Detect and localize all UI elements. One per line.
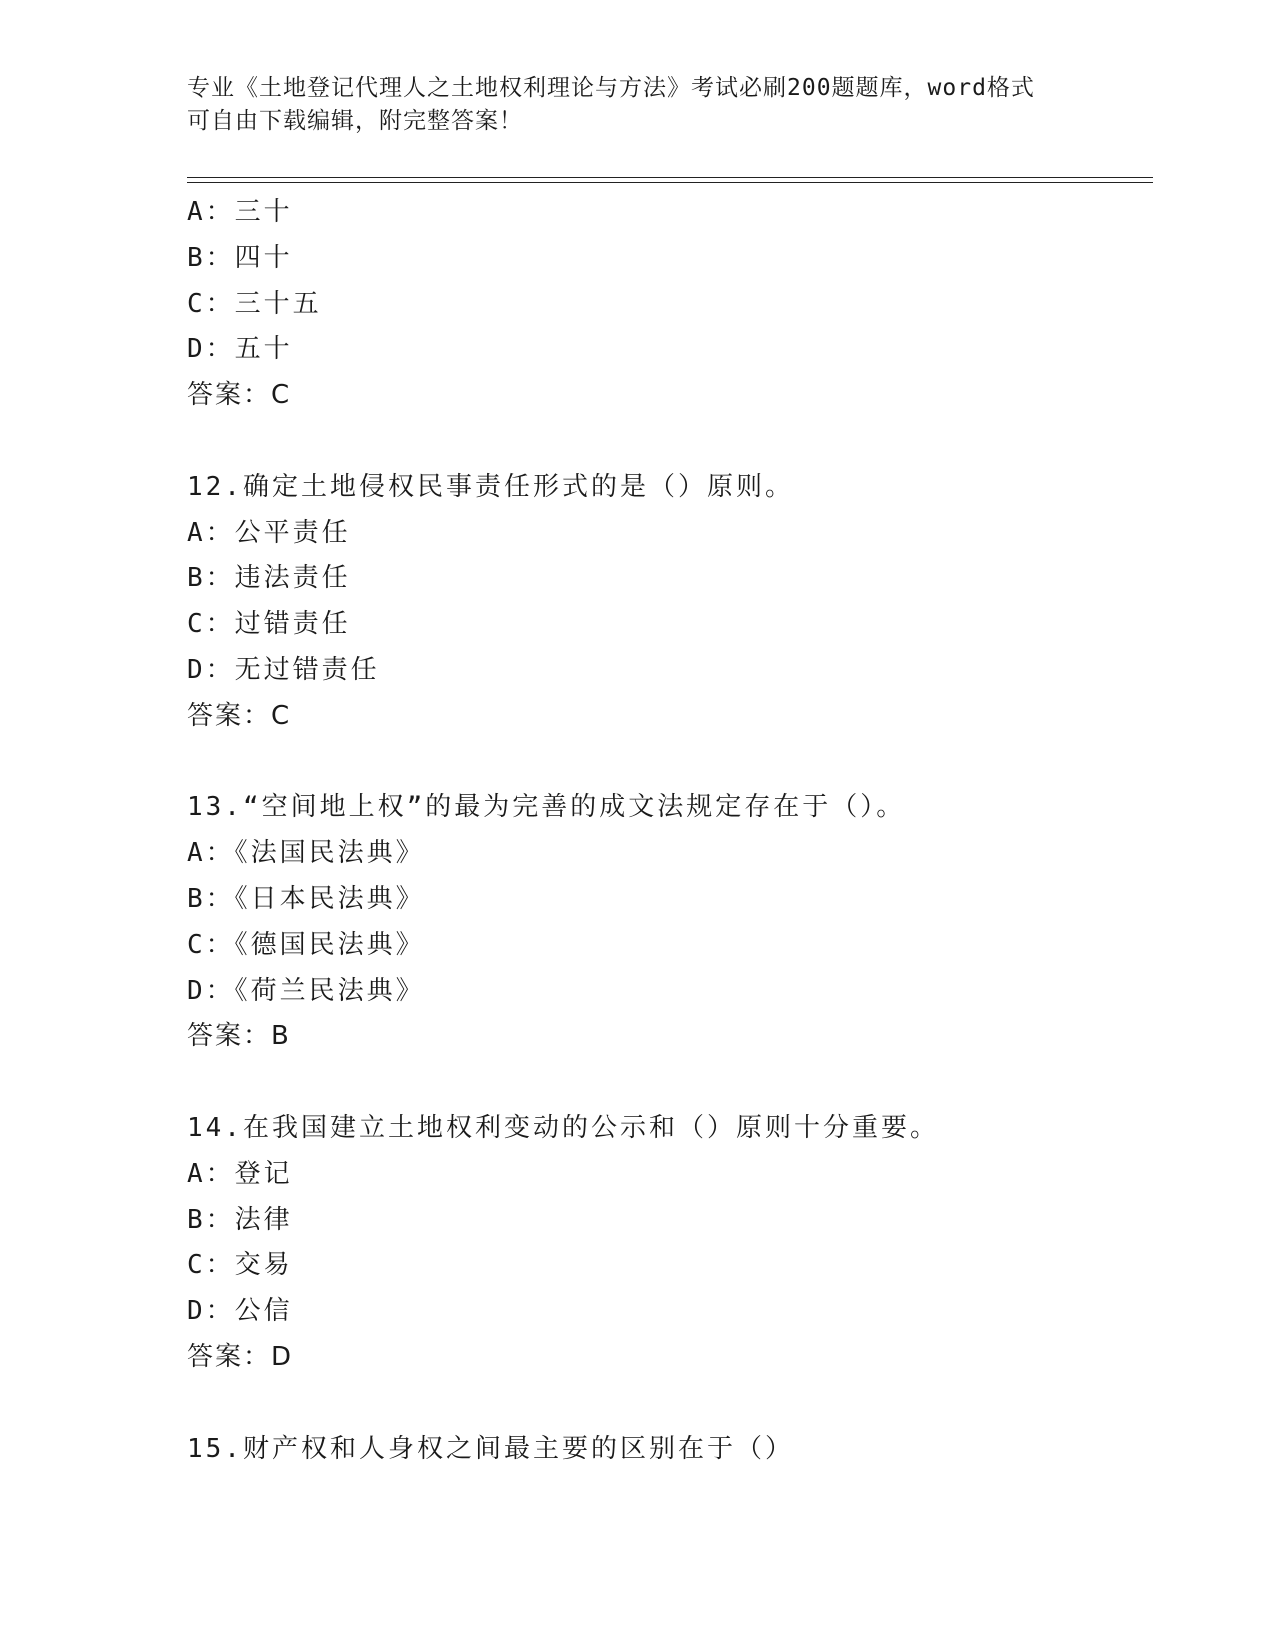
header-title-line1: 专业《土地登记代理人之土地权利理论与方法》考试必刷200题题库，word格式 [187,75,1035,101]
option-a: A：《法国民法典》 [187,838,425,869]
spacer [187,419,1153,465]
option-d: D：公信 [187,1296,293,1327]
question-block-12 [187,465,1153,740]
question-block-14 [187,1106,1153,1381]
answer-line: 答案：D [187,1341,294,1372]
question-block-11 [187,190,1153,419]
document-header [187,72,1067,138]
answer-line: 答案：C [187,700,292,731]
option-b: B：违法责任 [187,563,351,594]
option-b: B：法律 [187,1204,293,1235]
question-text: 13.“空间地上权”的最为完善的成文法规定存在于（）。 [187,792,906,823]
question-block-13 [187,785,1153,1060]
option-b: B：《日本民法典》 [187,883,425,914]
option-a: A：登记 [187,1158,293,1189]
header-title-line2: 可自由下载编辑，附完整答案！ [187,108,523,134]
question-text: 12.确定土地侵权民事责任形式的是（）原则。 [187,471,794,502]
spacer [187,1381,1153,1427]
answer-line: 答案：B [187,1021,291,1052]
spacer [187,740,1153,786]
option-b: B：四十 [187,242,293,273]
question-text: 14.在我国建立土地权利变动的公示和（）原则十分重要。 [187,1112,939,1143]
option-a: A：公平责任 [187,517,351,548]
question-text: 15.财产权和人身权之间最主要的区别在于（） [187,1433,794,1464]
option-a: A：三十 [187,197,293,227]
option-d: D：《荷兰民法典》 [187,975,425,1006]
option-c: C：交易 [187,1250,293,1281]
option-c: C：《德国民法典》 [187,929,425,960]
option-d: D：五十 [187,334,293,365]
header-divider-bottom [187,182,1153,183]
question-block-15 [187,1427,1153,1473]
spacer [187,1060,1153,1106]
option-d: D：无过错责任 [187,654,380,685]
header-divider-top [187,177,1153,178]
answer-line: 答案：C [187,380,292,411]
option-c: C：三十五 [187,288,322,319]
question-list [187,190,1153,1472]
option-c: C：过错责任 [187,609,351,640]
